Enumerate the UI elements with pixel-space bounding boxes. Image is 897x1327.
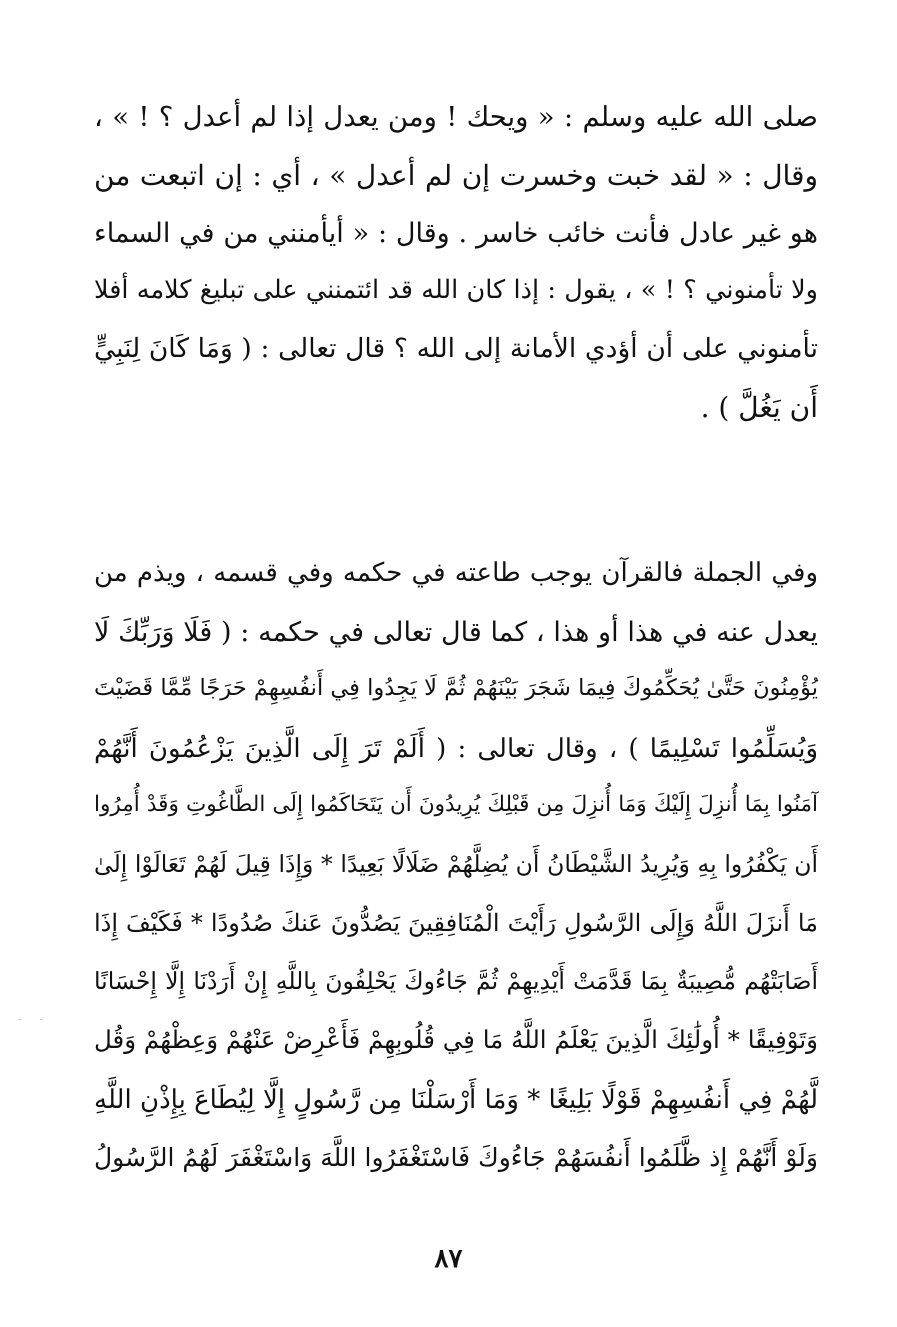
text-line: وقال : « لقد خبت وخسرت إن لم أعدل » ، أي : إن اتبعت من: [94, 159, 818, 192]
quran-verse-line: وَيُسَلِّمُوا تَسْلِيمًا ) ، وقال تعالى : ( أَلَمْ تَرَ إِلَى الَّذِينَ يَزْعُمُونَ أَنَّهُمْ: [94, 733, 819, 764]
quran-verse-line: وَلَوْ أَنَّهُمْ إِذ ظَّلَمُوا أَنفُسَهُمْ جَاءُوكَ فَاسْتَغْفَرُوا اللَّهَ وَاسْتَغْفَرَ لَهُمُ الرَّسُولُ: [94, 1143, 818, 1172]
paragraph-quran-obedience: [94, 560, 818, 1204]
paragraph-hadith-commentary: [94, 101, 818, 452]
quran-verse-line: مَا أَنزَلَ اللَّهُ وَإِلَى الرَّسُولِ رَأَيْتَ الْمُنَافِقِينَ يَصُدُّونَ عَنكَ صُدُودًا * فَكَيْفَ إِذَا: [94, 909, 818, 937]
text-line: صلى الله عليه وسلم : « ويحك ! ومن يعدل إذا لم أعدل ؟ ! » ،: [94, 101, 818, 133]
quran-verse-line: يُؤْمِنُونَ حَتَّىٰ يُحَكِّمُوكَ فِيمَا شَجَرَ بَيْنَهُمْ ثُمَّ لَا يَجِدُوا فِي أَنفُسِهِمْ حَرَجًا مِّمَّا قَضَيْتَ: [94, 675, 818, 701]
page-number: ٨٧: [434, 1244, 463, 1274]
quran-verse-line: آمَنُوا بِمَا أُنزِلَ إِلَيْكَ وَمَا أُنزِلَ مِن قَبْلِكَ يُرِيدُونَ أَن يَتَحَاكَمُوا إِلَى الطَّاغُوتِ وَقَدْ أُمِرُوا: [94, 792, 818, 817]
scan-speck: [40, 1019, 43, 1020]
text-line: يعدل عنه في هذا أو هذا ، كما قال تعالى في حكمه : ( فَلَا وَرَبِّكَ لَا: [94, 616, 818, 648]
text-line: تأمنوني على أن أؤدي الأمانة إلى الله ؟ قال تعالى : ( وَمَا كَانَ لِنَبِيٍّ: [94, 333, 818, 364]
quran-verse-line: لَّهُمْ فِي أَنفُسِهِمْ قَوْلًا بَلِيغًا * وَمَا أَرْسَلْنَا مِن رَّسُولٍ إِلَّا لِيُطَاعَ بِإِذْنِ اللَّهِ: [94, 1084, 818, 1115]
text-line: وفي الجملة فالقرآن يوجب طاعته في حكمه وفي قسمه ، ويذم من: [94, 558, 818, 588]
text-line: ولا تأمنوني ؟ ! » ، يقول : إذا كان الله قد ائتمنني على تبليغ كلامه أفلا: [94, 275, 818, 305]
quran-verse-line: وَتَوْفِيقًا * أُولَٰئِكَ الَّذِينَ يَعْلَمُ اللَّهُ مَا فِي قُلُوبِهِمْ فَأَعْرِضْ عَنْهُمْ وَعِظْهُمْ وَقُل: [94, 1025, 818, 1054]
quran-verse-line: أَصَابَتْهُم مُّصِيبَةٌ بِمَا قَدَّمَتْ أَيْدِيهِمْ ثُمَّ جَاءُوكَ يَحْلِفُونَ بِاللَّهِ إِنْ أَرَدْنَا إِلَّا إِحْسَانًا: [94, 966, 818, 995]
text-line: هو غير عادل فأنت خائب خاسر . وقال : « أيأمنني من في السماء: [94, 218, 818, 249]
text-line: أَن يَغُلَّ ) .: [700, 391, 818, 424]
quran-verse-line: أَن يَكْفُرُوا بِهِ وَيُرِيدُ الشَّيْطَانُ أَن يُضِلَّهُمْ ضَلَالًا بَعِيدًا * وَإِذَا قِيلَ لَهُمْ تَعَالَوْا إِلَىٰ: [94, 849, 818, 878]
scan-speck: [18, 1019, 21, 1020]
